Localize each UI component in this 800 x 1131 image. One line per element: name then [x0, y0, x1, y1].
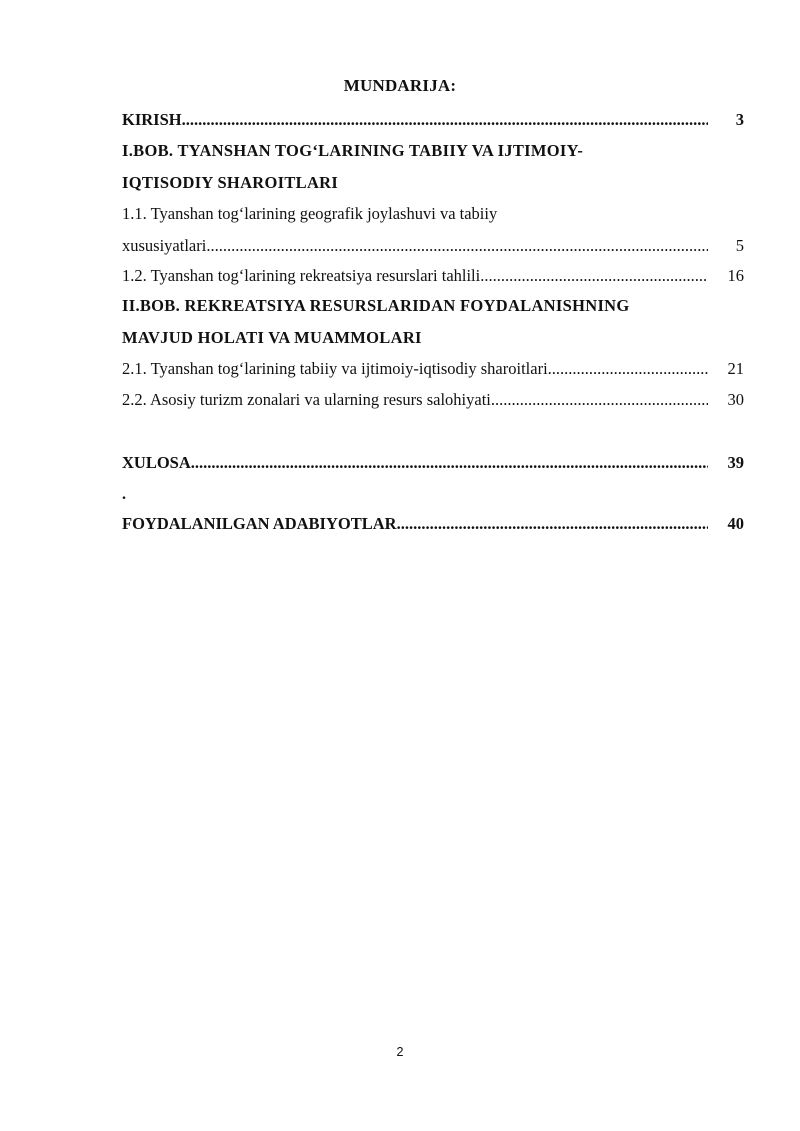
toc-entry-text: KIRISH [122, 110, 182, 129]
toc-entry-kirish[interactable] [122, 109, 744, 131]
toc-entry-xulosa[interactable] [122, 452, 744, 474]
toc-page-number: 40 [727, 514, 744, 533]
page-title: MUNDARIJA: [343, 76, 457, 95]
dot-leader [191, 452, 708, 474]
toc-entry-adabiyotlar[interactable] [122, 513, 744, 535]
dot-leader [548, 358, 708, 380]
toc-section-1-1-line-1[interactable]: 1.1. Tyanshan tog‘larining geografik joylashuvi va tabiiy [122, 204, 498, 223]
toc-page-number: 5 [735, 236, 744, 255]
toc-entry-text: 2.2. Asosiy turizm zonalari va ularning resurs salohiyati [122, 390, 491, 409]
toc-chapter-1-line-2[interactable]: IQTISODIY SHAROITLARI [122, 173, 339, 192]
toc-page-number: 39 [727, 453, 744, 472]
toc-entry-text: XULOSA [122, 453, 191, 472]
dot-leader [480, 265, 708, 287]
toc-entry-text: FOYDALANILGAN ADABIYOTLAR [122, 514, 397, 533]
toc-chapter-2-line-2[interactable]: MAVJUD HOLATI VA MUAMMOLARI [122, 328, 422, 347]
toc-section-1-2[interactable] [122, 265, 744, 287]
page-number-footer: 2 [396, 1045, 404, 1059]
dot-leader [491, 389, 708, 411]
stray-dot: . [122, 486, 126, 503]
toc-page-number: 30 [727, 390, 744, 409]
toc-entry-text: 2.1. Tyanshan tog‘larining tabiiy va ijtimoiy-iqtisodiy sharoitlari [122, 359, 548, 378]
dot-leader [182, 109, 708, 131]
toc-page-number: 21 [727, 359, 744, 378]
toc-section-2-2[interactable] [122, 389, 744, 411]
toc-chapter-2-line-1[interactable]: II.BOB. REKREATSIYA RESURSLARIDAN FOYDALANISHNING [122, 296, 630, 315]
dot-leader [397, 513, 708, 535]
toc-page-number: 16 [727, 266, 744, 285]
toc-page-number: 3 [735, 110, 744, 129]
toc-chapter-1-line-1[interactable]: I.BOB. TYANSHAN TOG‘LARINING TABIIY VA IJTIMOIY- [122, 141, 584, 160]
toc-entry-text: 1.2. Tyanshan tog‘larining rekreatsiya resurslari tahlili [122, 266, 481, 285]
toc-section-1-1[interactable] [122, 235, 744, 257]
toc-section-2-1[interactable] [122, 358, 744, 380]
toc-entry-text: xususiyatlari [122, 236, 207, 255]
dot-leader [206, 235, 708, 257]
